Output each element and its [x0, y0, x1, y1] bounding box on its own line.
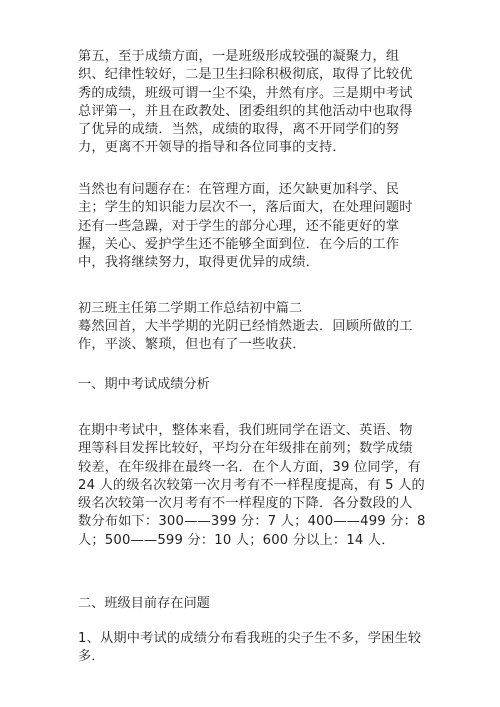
paragraph-exam-analysis: 在期中考试中，整体来看，我们班同学在语文、英语、物理等科目发挥比较好，平均分在年级排在前列；数学成绩较差，在年级排在最终一名．在个人方面，39 位同学，有 24 人的级名次较第一次月考有不一样程度提高，有 5 人的级名次较第一次月考有不一样程度的下降．各分数段的人数分布如下：300——399 分：7 人；400——499 分：8 人；500——599 分：10 人；600 分以上：14 人．: [78, 423, 426, 548]
section-heading-problems: 二、班级目前存在问题: [78, 596, 210, 611]
section-heading-exam-analysis: 一、期中考试成绩分析: [78, 377, 210, 392]
paragraph-achievements: 第五，至于成绩方面，一是班级形成较强的凝聚力，组织、纪律性较好，二是卫生扫除积极彻底，取得了比较优秀的成绩，班级可谓一尘不染，井然有序。三是期中考试总评第一，并且在政教处、团委组织的其他活动中也取得了优异的成绩．当然，成绩的取得，离不开同学们的努力，更离不开领导的指导和各位同事的支持．: [78, 49, 413, 156]
paragraph-problem-1: 1、从期中考试的成绩分布看我班的尖子生不多，学困生较多．: [78, 631, 422, 665]
article-title: 初三班主任第二学期工作总结初中篇二: [78, 301, 303, 316]
paragraph-intro: 蓦然回首，大半学期的光阴已经悄然逝去．回顾所做的工作，平淡、繁琐，但也有了一些收获．: [78, 319, 413, 353]
paragraph-problems: 当然也有问题存在：在管理方面，还欠缺更加科学、民主；学生的知识能力层次不一，落后面大，在处理问题时还有一些急躁，对于学生的部分心理，还不能更好的掌握，关心、爱护学生还不能够全面到位．在今后的工作中，我将继续努力，取得更优异的成绩．: [78, 182, 413, 271]
